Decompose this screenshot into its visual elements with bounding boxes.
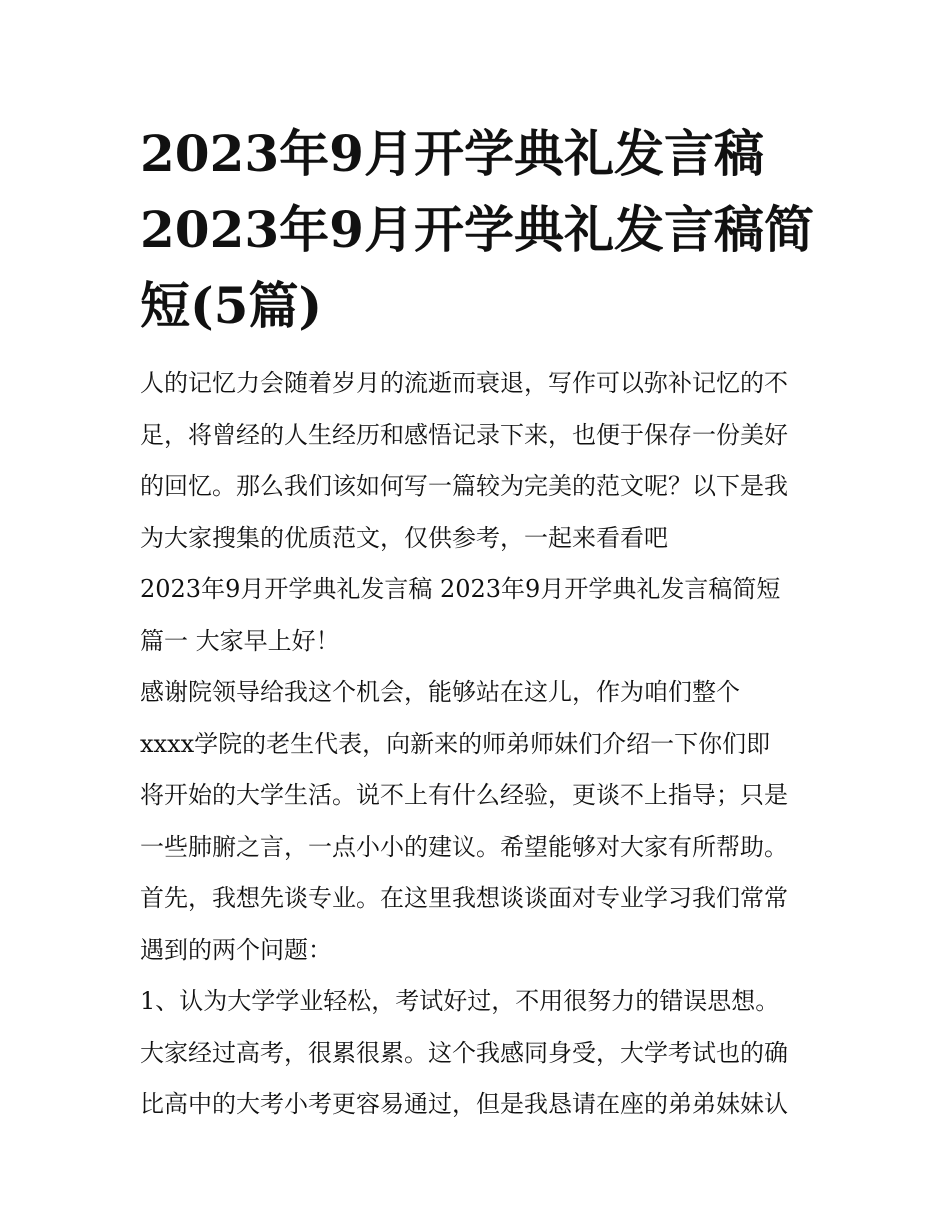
body-line: 首先，我想先谈专业。在这里我想谈谈面对专业学习我们常常 — [140, 884, 788, 912]
body-line: 大家经过高考，很累很累。这个我感同身受，大学考试也的确 — [140, 1038, 788, 1067]
body-line: 为大家搜集的优质范文，仅供参考，一起来看看吧 — [140, 523, 668, 552]
document-body — [140, 358, 840, 1131]
body-line: 人的记忆力会随着岁月的流逝而衰退，写作可以弥补记忆的不 — [140, 369, 788, 397]
body-line: 篇一 大家早上好！ — [140, 626, 340, 655]
document-title — [140, 116, 840, 344]
body-line: 遇到的两个问题： — [140, 935, 332, 964]
body-line: 一些肺腑之言，一点小小的建议。希望能够对大家有所帮助。 — [140, 832, 788, 861]
title-line: 2023年9月开学典礼发言稿简 — [140, 200, 814, 259]
body-line: xxxx学院的老生代表，向新来的师弟师妹们介绍一下你们即 — [140, 729, 771, 758]
body-line: 足，将曾经的人生经历和感悟记录下来，也便于保存一份美好 — [140, 420, 788, 449]
body-line: 将开始的大学生活。说不上有什么经验，更谈不上指导；只是 — [140, 781, 788, 809]
body-line: 感谢院领导给我这个机会，能够站在这儿，作为咱们整个 — [140, 678, 740, 706]
list-item-line: 1、认为大学学业轻松，考试好过，不用很努力的错误思想。 — [140, 987, 780, 1015]
section-heading-line: 2023年9月开学典礼发言稿 2023年9月开学典礼发言稿简短 — [140, 575, 781, 603]
body-line: 的回忆。那么我们该如何写一篇较为完美的范文呢？以下是我 — [140, 472, 788, 500]
title-line: 短(5篇) — [140, 276, 323, 335]
title-line: 2023年9月开学典礼发言稿 — [140, 124, 764, 183]
body-line: 比高中的大考小考更容易通过，但是我恳请在座的弟弟妹妹认 — [140, 1090, 788, 1118]
